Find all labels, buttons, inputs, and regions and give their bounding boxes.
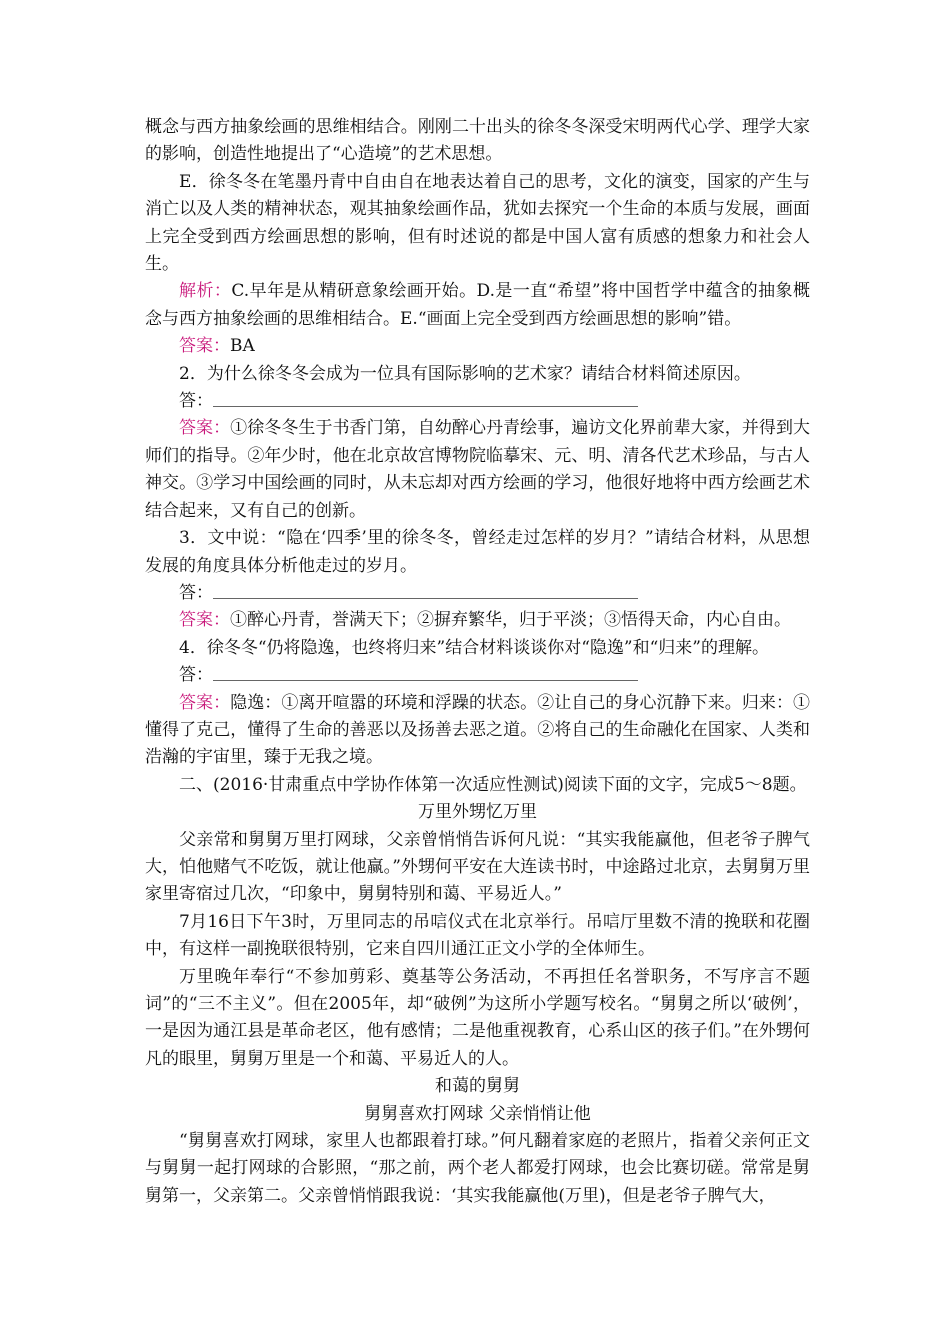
article-paragraph: “舅舅喜欢打网球，家里人也都跟着打球。”何凡翻着家庭的老照片，指着父亲何正文与舅舅一起打网球的合影照，“那之前，两个老人都爱打网球，也会比赛切磋。常常是舅舅第一，父亲第二。父亲曾悄悄跟我说：‘其实我能赢他(万里)，但是老爷子脾气大，	[145, 1131, 810, 1206]
answer-4	[145, 690, 810, 772]
answer-label: 答案：	[179, 336, 230, 357]
blank-line	[213, 392, 638, 407]
question-2: 2．为什么徐冬冬会成为一位具有国际影响的艺术家？请结合材料简述原因。	[179, 363, 751, 384]
option-e: E．徐冬冬在笔墨丹青中自由自在地表达着自己的思考，文化的演变，国家的产生与消亡以及人类的精神状态，观其抽象绘画作品，犹如去探究一个生命的本质与发展，画面上完全受到西方绘画思想的影响，但有时述说的都是中国人富有质感的想象力和社会人生。	[145, 171, 810, 275]
answer-3	[145, 607, 810, 634]
answer-1	[145, 333, 810, 360]
blank-line	[213, 584, 638, 599]
article-title: 万里外甥忆万里	[418, 802, 537, 823]
question-4: 4．徐冬冬“仍将隐逸，也终将归来”结合材料谈谈你对“隐逸”和“归来”的理解。	[179, 637, 769, 658]
paragraph-continuation: 概念与西方抽象绘画的思维相结合。刚刚二十出头的徐冬冬深受宋明两代心学、理学大家的影响，创造性地提出了“心造境”的艺术思想。	[145, 117, 810, 165]
answer-2	[145, 415, 810, 525]
section-subtitle: 舅舅喜欢打网球 父亲悄悄让他	[364, 1103, 591, 1124]
analysis-label: 解析：	[179, 281, 232, 302]
answer-label: 答案：	[179, 610, 230, 631]
answer-line-2	[145, 388, 810, 415]
answer-prompt: 答：	[179, 665, 213, 686]
blank-line	[213, 666, 638, 681]
answer-prompt: 答：	[179, 391, 213, 412]
answer-label: 答案：	[179, 418, 231, 439]
answer-1-text: BA	[230, 336, 255, 357]
question-3: 3．文中说：“隐在‘四季’里的徐冬冬，曾经走过怎样的岁月？”请结合材料，从思想发展的角度具体分析他走过的岁月。	[145, 528, 810, 576]
answer-2-text: ①徐冬冬生于书香门第，自幼醉心丹青绘事，遍访文化界前辈大家，并得到大师们的指导。②年少时，他在北京故宫博物院临摹宋、元、明、清各代艺术珍品，与古人神交。③学习中国绘画的同时，从未忘却对西方绘画的学习，他很好地将中西方绘画艺术结合起来，又有自己的创新。	[145, 418, 811, 521]
article-paragraph: 7月16日下午3时，万里同志的吊唁仪式在北京举行。吊唁厅里数不清的挽联和花圈中，有这样一副挽联很特别，它来自四川通江正文小学的全体师生。	[145, 911, 810, 960]
section-2-heading: 二、(2016·甘肃重点中学协作体第一次适应性测试)阅读下面的文字，完成5～8题。	[179, 774, 807, 795]
analysis-text: C.早年是从精研意象绘画开始。D.是一直“希望”将中国哲学中蕴含的抽象概念与西方抽象绘画的思维相结合。E.“画面上完全受到西方绘画思想的影响”错。	[145, 281, 810, 329]
article-paragraph: 父亲常和舅舅万里打网球，父亲曾悄悄告诉何凡说：“其实我能赢他，但老爷子脾气大，怕他赌气不吃饭，就让他赢。”外甥何平安在大连读书时，中途路过北京，去舅舅万里家里寄宿过几次，“印象中，舅舅特别和蔼、平易近人。”	[145, 829, 810, 905]
answer-line-3	[145, 580, 810, 607]
answer-line-4	[145, 662, 810, 689]
answer-label: 答案：	[179, 692, 231, 713]
answer-3-text: ①醉心丹青，誉满天下；②摒弃繁华，归于平淡；③悟得天命，内心自由。	[230, 610, 791, 631]
answer-4-text: 隐逸：①离开喧嚣的环境和浮躁的状态。②让自己的身心沉静下来。归来：①懂得了克己，懂得了生命的善恶以及扬善去恶之道。②将自己的生命融化在国家、人类和浩瀚的宇宙里，臻于无我之境。	[145, 692, 811, 768]
document-page	[145, 114, 810, 1210]
analysis-paragraph	[145, 278, 810, 333]
section-subtitle: 和蔼的舅舅	[435, 1076, 520, 1097]
answer-prompt: 答：	[179, 582, 213, 603]
article-paragraph: 万里晚年奉行“不参加剪彩、奠基等公务活动，不再担任名誉职务，不写序言不题词”的“三不主义”。但在2005年，却“破例”为这所小学题写校名。“舅舅之所以‘破例’，一是因为通江县是革命老区，他有感情；二是他重视教育，心系山区的孩子们。”在外甥何凡的眼里，舅舅万里是一个和蔼、平易近人的人。	[145, 966, 810, 1069]
